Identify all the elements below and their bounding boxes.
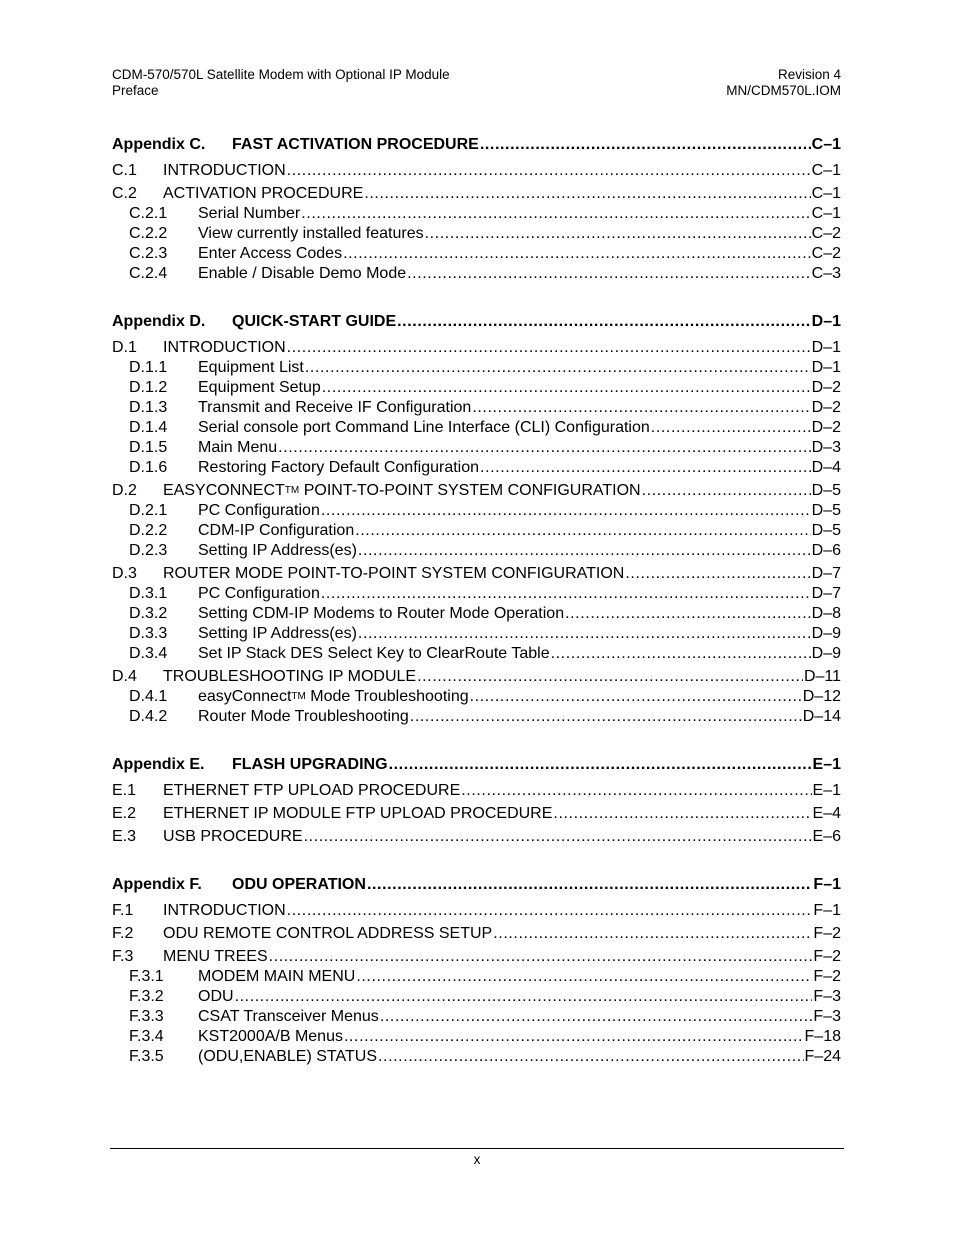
toc-entry-number: D.1.5 [129,439,168,456]
toc-entry-number: D.2.2 [129,522,168,539]
toc-entry-title-text: PC Configuration [198,502,320,519]
toc-entry[interactable] [112,986,841,1006]
dot-leader [343,244,811,263]
dot-leader [287,901,813,920]
toc-entry-title [198,438,277,457]
toc-entry-title-text: INTRODUCTION [163,902,286,919]
toc-entry-number: F.2 [112,925,134,942]
toc-entry[interactable] [112,643,841,663]
toc-entry-title [198,224,424,243]
toc-entry-title-text: CDM-IP Configuration [198,522,355,539]
toc-entry-page: C–3 [811,265,841,282]
toc-entry-page: D–8 [811,605,841,622]
toc-entry[interactable] [112,666,841,686]
manual-number: MN/CDM570L.IOM [726,83,841,98]
dot-leader [378,1047,804,1066]
toc-entry-number: F.3.3 [129,1008,164,1025]
toc-entry-title-text: ODU [198,988,234,1005]
toc-entry-page: F–1 [813,876,841,893]
toc-entry-page: E–1 [812,756,841,773]
dot-leader [301,204,810,223]
dot-leader [321,584,811,603]
toc-entry-number: Appendix C. [112,136,206,153]
toc-entry-title [163,161,286,180]
toc-entry-page: C–1 [811,136,841,153]
dot-leader [551,644,811,663]
toc-entry-title [163,827,303,846]
dot-leader [407,264,811,283]
toc-entry[interactable] [112,780,841,800]
toc-entry-title [198,967,355,986]
toc-entry-number: F.1 [112,902,134,919]
toc-entry[interactable] [112,377,841,397]
toc-entry-title-text: Transmit and Receive IF Configuration [198,399,472,416]
toc-entry-title-text: PC Configuration [198,585,320,602]
toc-entry-title-text: POINT-TO-POINT SYSTEM CONFIGURATION [299,482,641,499]
toc-entry-number: D.1.4 [129,419,168,436]
toc-entry-title-text: ODU REMOTE CONTROL ADDRESS SETUP [163,925,493,942]
toc-entry-title [198,264,406,283]
toc-entry-page: F–18 [804,1028,841,1045]
toc-entry-title [198,204,300,223]
toc-entry-page: F–2 [813,968,841,985]
toc-entry[interactable] [112,417,841,437]
toc-entry-number: E.2 [112,805,137,822]
dot-leader [235,987,813,1006]
toc-entry[interactable] [112,357,841,377]
toc-entry-number: F.3 [112,948,134,965]
toc-entry-number: C.1 [112,162,137,179]
dot-leader [367,875,812,894]
dot-leader [470,687,802,706]
toc-entry-number: D.4.1 [129,688,168,705]
dot-leader [355,521,810,540]
toc-entry-title-text: Enter Access Codes [198,245,343,262]
toc-entry[interactable] [112,686,841,706]
toc-entry-number: D.3 [112,565,137,582]
toc-entry-title-text: MENU TREES [163,948,268,965]
toc-entry-number: E.1 [112,782,137,799]
toc-entry-title-text: View currently installed features [198,225,424,242]
toc-entry-number: D.2.3 [129,542,168,559]
toc-entry-title [163,901,286,920]
toc-entry-title-text: EASYCONNECT [163,482,285,499]
toc-entry-number: D.4 [112,668,137,685]
toc-entry-page: C–2 [811,245,841,262]
toc-entry-number: D.3.3 [129,625,168,642]
toc-entry-title [163,481,641,500]
toc-entry[interactable] [112,623,841,643]
toc-entry-title [232,312,396,331]
dot-leader [364,184,810,203]
dot-leader [305,358,811,377]
revision-label: Revision 4 [777,67,841,82]
toc-entry-number: F.3.2 [129,988,164,1005]
running-header-right [726,67,841,99]
dot-leader [642,481,811,500]
toc-entry[interactable] [112,946,841,966]
toc-entry[interactable] [112,966,841,986]
toc-entry-title-text: ETHERNET IP MODULE FTP UPLOAD PROCEDURE [163,805,553,822]
toc-entry-page: D–2 [811,379,841,396]
dot-leader [565,604,811,623]
toc-entry-page: D–2 [811,399,841,416]
toc-entry[interactable] [112,520,841,540]
dot-leader [358,624,811,643]
toc-entry-title-text: ROUTER MODE POINT-TO-POINT SYSTEM CONFIGURATION [163,565,625,582]
dot-leader [425,224,811,243]
toc-entry-title-text: Router Mode Troubleshooting [198,708,409,725]
toc-entry-number: C.2.2 [129,225,168,242]
toc-entry-page: D–1 [811,313,841,330]
toc-entry-title [163,184,363,203]
toc-entry-title-text: MODEM MAIN MENU [198,968,356,985]
table-of-contents [112,134,841,1066]
toc-entry-page: D–11 [803,668,841,685]
toc-entry-title [198,358,304,377]
toc-entry[interactable] [112,583,841,603]
toc-entry-title-text: Enable / Disable Demo Mode [198,265,407,282]
running-header-left [112,67,450,99]
toc-entry-number: D.1.1 [129,359,168,376]
trademark-symbol: TM [291,691,306,702]
toc-entry-title-text: FAST ACTIVATION PROCEDURE [232,136,479,153]
toc-entry-title [198,398,471,417]
toc-entry-number: D.2.1 [129,502,168,519]
toc-entry-page: E–1 [812,782,841,799]
toc-entry[interactable] [112,563,841,583]
toc-entry[interactable] [112,337,841,357]
toc-entry[interactable] [112,540,841,560]
toc-entry-number: F.3.4 [129,1028,164,1045]
toc-entry-title [163,804,552,823]
toc-entry-number: Appendix E. [112,756,205,773]
toc-entry[interactable] [112,500,841,520]
dot-leader [356,967,812,986]
toc-entry-page: D–12 [802,688,841,705]
toc-entry-number: C.2.3 [129,245,168,262]
dot-leader [493,924,812,943]
dot-leader [553,804,811,823]
toc-entry-page: F–2 [813,925,841,942]
dot-leader [344,1027,804,1046]
footer-divider [110,1148,844,1149]
toc-entry-page: F–2 [813,948,841,965]
toc-entry-title [163,924,492,943]
toc-entry-title [198,987,234,1006]
toc-entry-page: D–9 [811,645,841,662]
page-number: x [473,1152,481,1167]
toc-entry-title [198,644,550,663]
toc-entry-title-text: Mode Troubleshooting [305,688,469,705]
toc-entry-page: F–3 [813,988,841,1005]
dot-leader [410,707,802,726]
toc-entry-title [232,755,388,774]
toc-entry-page: E–4 [812,805,841,822]
toc-appendix-entry[interactable] [112,311,841,331]
toc-entry-page: D–6 [811,542,841,559]
toc-entry[interactable] [112,1006,841,1026]
toc-entry-title-text: INTRODUCTION [163,339,286,356]
toc-entry-page: F–1 [813,902,841,919]
dot-leader [278,438,810,457]
dot-leader [651,418,811,437]
dot-leader [269,947,813,966]
toc-entry-page: D–7 [811,585,841,602]
toc-entry-title-text: Set IP Stack DES Select Key to ClearRoute Table [198,645,550,662]
toc-entry-title [198,687,469,706]
toc-entry-number: D.4.2 [129,708,168,725]
toc-entry[interactable] [112,923,841,943]
toc-entry-title-text: Restoring Factory Default Configuration [198,459,480,476]
toc-entry-title-text: Setting IP Address(es) [198,542,357,559]
toc-entry-page: D–5 [811,502,841,519]
toc-entry-title [198,458,479,477]
toc-entry-page: E–6 [812,828,841,845]
dot-leader [287,161,811,180]
toc-entry-title [198,1007,379,1026]
dot-leader [397,312,811,331]
toc-entry-number: D.3.4 [129,645,168,662]
toc-entry-page: D–7 [811,565,841,582]
toc-entry-number: D.1 [112,339,137,356]
toc-entry[interactable] [112,1046,841,1066]
toc-entry-title [198,378,321,397]
toc-entry-title-text: FLASH UPGRADING [232,756,388,773]
toc-entry[interactable] [112,263,841,283]
toc-entry[interactable] [112,826,841,846]
dot-leader [461,781,811,800]
toc-entry-title-text: INTRODUCTION [163,162,286,179]
toc-entry-number: C.2 [112,185,137,202]
toc-entry-page: D–5 [811,522,841,539]
toc-entry-title [198,1047,377,1066]
toc-entry-title-text: TROUBLESHOOTING IP MODULE [163,668,417,685]
toc-entry-number: D.3.1 [129,585,168,602]
toc-entry-number: D.1.2 [129,379,168,396]
toc-entry-page: C–1 [811,185,841,202]
dot-leader [480,135,811,154]
toc-entry-title-text: CSAT Transceiver Menus [198,1008,379,1025]
dot-leader [472,398,810,417]
toc-entry-title [198,541,357,560]
toc-appendix-entry[interactable] [112,134,841,154]
toc-entry[interactable] [112,480,841,500]
toc-entry-page: D–14 [802,708,841,725]
toc-entry-number: D.1.3 [129,399,168,416]
toc-entry-title-text: Serial Number [198,205,301,222]
document-title: CDM-570/570L Satellite Modem with Optional IP Module [112,67,450,82]
toc-entry-title-text: ACTIVATION PROCEDURE [163,185,364,202]
toc-entry-title-text: KST2000A/B Menus [198,1028,343,1045]
dot-leader [287,338,811,357]
section-name: Preface [112,83,159,98]
toc-entry-page: D–1 [811,359,841,376]
toc-entry-title [198,418,650,437]
toc-entry[interactable] [112,1026,841,1046]
toc-entry[interactable] [112,223,841,243]
toc-entry-page: D–2 [811,419,841,436]
toc-entry-title [198,244,342,263]
toc-entry[interactable] [112,183,841,203]
toc-entry[interactable] [112,706,841,726]
toc-entry-page: C–2 [811,225,841,242]
toc-entry-page: D–5 [811,482,841,499]
toc-entry-title-text: Equipment Setup [198,379,321,396]
dot-leader [321,501,811,520]
dot-leader [358,541,811,560]
toc-entry-title-text: (ODU,ENABLE) STATUS [198,1048,377,1065]
toc-entry-title-text: Equipment List [198,359,304,376]
toc-entry-title [198,584,320,603]
toc-entry-number: F.3.1 [129,968,164,985]
toc-entry-number: C.2.1 [129,205,168,222]
toc-entry[interactable] [112,203,841,223]
toc-entry-title [163,564,624,583]
dot-leader [322,378,811,397]
toc-entry-page: F–3 [813,1008,841,1025]
toc-entry-title [163,781,460,800]
dot-leader [417,667,803,686]
toc-entry[interactable] [112,160,841,180]
toc-entry[interactable] [112,243,841,263]
toc-entry-title-text: Setting CDM-IP Modems to Router Mode Operation [198,605,565,622]
toc-entry-title [232,135,479,154]
toc-entry-title-text: ETHERNET FTP UPLOAD PROCEDURE [163,782,461,799]
toc-entry-number: D.2 [112,482,137,499]
toc-entry-title [198,604,564,623]
toc-entry-page: D–4 [811,459,841,476]
toc-entry-title [163,667,416,686]
toc-entry-number: D.1.6 [129,459,168,476]
toc-entry[interactable] [112,437,841,457]
toc-entry-number: C.2.4 [129,265,168,282]
toc-entry-number: E.3 [112,828,137,845]
toc-entry-title [198,501,320,520]
toc-entry-title-text: Serial console port Command Line Interface (CLI) Configuration [198,419,650,436]
toc-entry-title-text: QUICK-START GUIDE [232,313,397,330]
toc-entry-title [198,1027,343,1046]
dot-leader [625,564,810,583]
toc-entry[interactable] [112,457,841,477]
toc-entry-title [198,624,357,643]
toc-entry-title-text: Setting IP Address(es) [198,625,357,642]
dot-leader [380,1007,813,1026]
toc-entry-page: D–1 [811,339,841,356]
toc-entry-title [198,707,409,726]
toc-entry-page: D–3 [811,439,841,456]
dot-leader [480,458,811,477]
toc-appendix-entry[interactable] [112,874,841,894]
toc-entry[interactable] [112,803,841,823]
toc-entry[interactable] [112,603,841,623]
toc-entry-page: D–9 [811,625,841,642]
toc-entry-title-text: USB PROCEDURE [163,828,303,845]
toc-entry-title-text: easyConnect [198,688,292,705]
toc-entry-title-text: ODU OPERATION [232,876,366,893]
toc-entry[interactable] [112,900,841,920]
toc-entry-title [198,521,354,540]
toc-entry-page: C–1 [811,162,841,179]
toc-entry-number: Appendix F. [112,876,202,893]
toc-entry-page: C–1 [811,205,841,222]
toc-entry-title [232,875,366,894]
toc-entry-number: Appendix D. [112,313,206,330]
toc-entry-title-text: Main Menu [198,439,278,456]
toc-entry-number: D.3.2 [129,605,168,622]
toc-entry-title [163,947,268,966]
toc-entry-page: F–24 [804,1048,841,1065]
toc-entry[interactable] [112,397,841,417]
toc-entry-number: F.3.5 [129,1048,164,1065]
trademark-symbol: TM [284,485,300,496]
dot-leader [304,827,812,846]
toc-appendix-entry[interactable] [112,754,841,774]
toc-entry-title [163,338,286,357]
dot-leader [389,755,812,774]
